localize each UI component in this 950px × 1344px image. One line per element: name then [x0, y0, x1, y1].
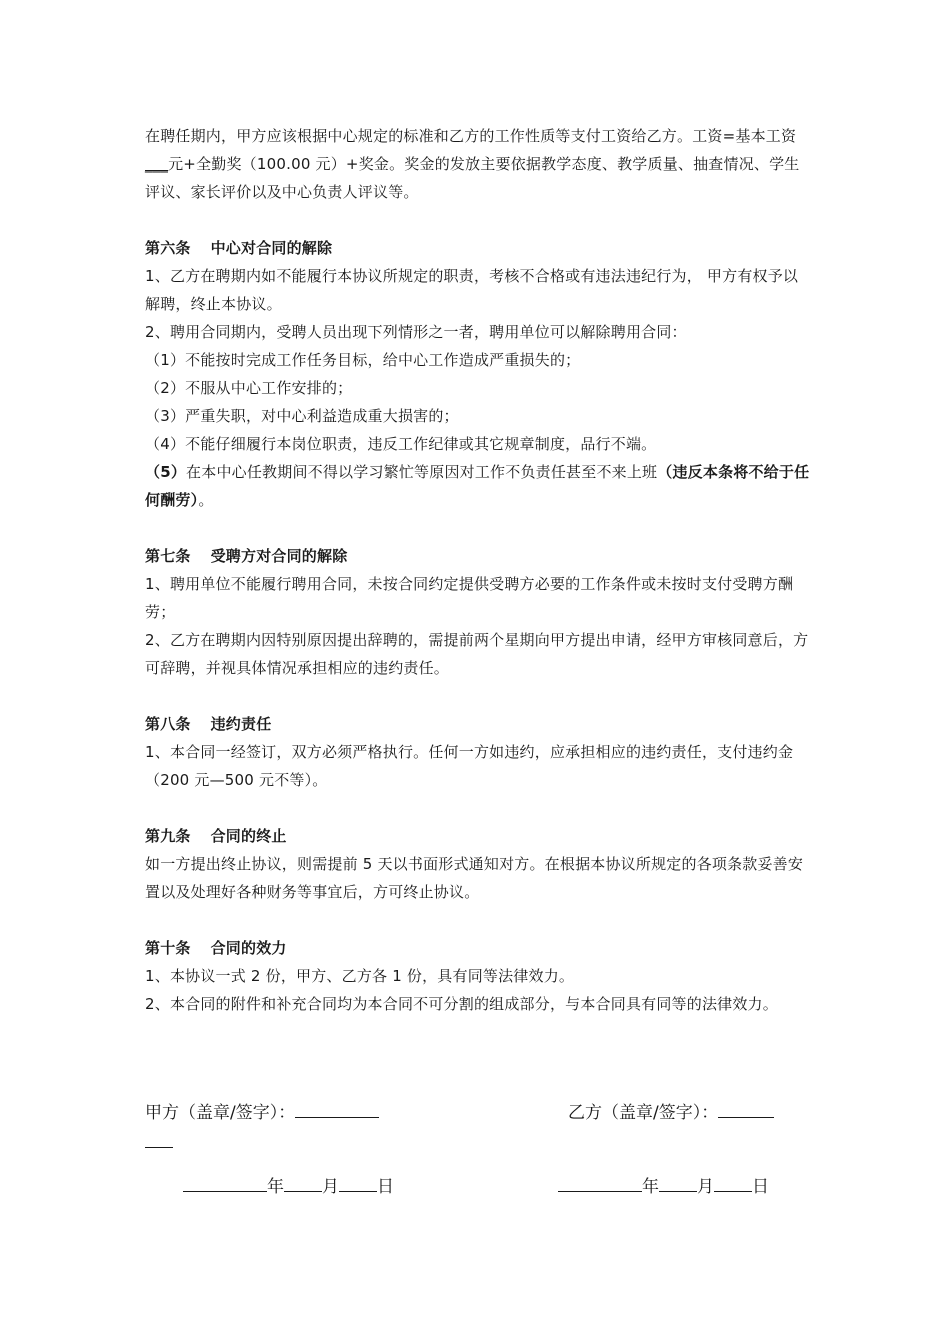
article-6-number: 第六条 — [145, 239, 191, 257]
party-a-day-blank[interactable] — [339, 1175, 377, 1192]
item-5-text: 在本中心任教期间不得以学习繁忙等原因对工作不负责任甚至不来上班 — [186, 463, 658, 481]
item-5-number: （5） — [145, 463, 187, 481]
article-7-clause-2: 2、乙方在聘期内因特别原因提出辞聘的，需提前两个星期向甲方提出申请，经甲方审核同意后，方可辞聘，并视具体情况承担相应的违约责任。 — [145, 631, 809, 677]
party-a-day-label: 日 — [377, 1177, 394, 1197]
article-6-item-1: （1）不能按时完成工作任务目标，给中心工作造成严重损失的； — [145, 351, 581, 369]
article-7-number: 第七条 — [145, 547, 191, 565]
party-b-month-blank[interactable] — [659, 1175, 697, 1192]
article-8-number: 第八条 — [145, 715, 191, 733]
article-8-heading — [145, 710, 810, 738]
article-6-item-3: （3）严重失职，对中心利益造成重大损害的； — [145, 407, 459, 425]
party-b-date — [558, 1172, 769, 1202]
article-6-title: 中心对合同的解除 — [210, 239, 333, 257]
article-9-clause-1: 如一方提出终止协议，则需提前 5 天以书面形式通知对方。在根据本协议所规定的各项条款妥善安置以及处理好各种财务等事宜后，方可终止协议。 — [145, 855, 804, 901]
article-7-heading — [145, 542, 810, 570]
salary-text-1: 在聘任期内，甲方应该根据中心规定的标准和乙方的工作性质等支付工资给乙方。工资=基本工资 — [145, 127, 797, 145]
party-b-signature-line[interactable] — [718, 1101, 774, 1118]
salary-text-2: 元+全勤奖（100.00 元）+奖金。奖金的发放主要依据教学态度、教学质量、抽查情况、学生评议、家长评价以及中心负责人评议等。 — [145, 155, 800, 201]
party-a-date — [183, 1172, 394, 1202]
article-6-item-2: （2）不服从中心工作安排的； — [145, 379, 353, 397]
article-10-number: 第十条 — [145, 939, 191, 957]
article-6-item-5 — [145, 458, 810, 514]
party-b-month-label: 月 — [697, 1177, 714, 1197]
article-10-title: 合同的效力 — [210, 939, 287, 957]
article-6-heading — [145, 234, 810, 262]
salary-blank: ___ — [145, 155, 169, 173]
party-b-day-label: 日 — [752, 1177, 769, 1197]
article-7-title: 受聘方对合同的解除 — [210, 547, 348, 565]
party-a-year-label: 年 — [267, 1177, 284, 1197]
article-6-clause-2: 2、聘用合同期内，受聘人员出现下列情形之一者，聘用单位可以解除聘用合同： — [145, 323, 687, 341]
article-10-heading — [145, 934, 810, 962]
item-5-end: 。 — [198, 491, 214, 509]
article-6-clause-1: 1、乙方在聘期内如不能履行本协议所规定的职责，考核不合格或有违法违纪行为， 甲方有权予以解聘，终止本协议。 — [145, 267, 799, 313]
article-10-clause-2: 2、本合同的附件和补充合同均为本合同不可分割的组成部分，与本合同具有同等的法律效力。 — [145, 995, 778, 1013]
party-a-month-blank[interactable] — [284, 1175, 322, 1192]
party-a-year-blank[interactable] — [183, 1175, 267, 1192]
article-9-title: 合同的终止 — [210, 827, 287, 845]
article-8-clause-1: 1、本合同一经签订，双方必须严格执行。任何一方如违约，应承担相应的违约责任，支付违约金（200 元—500 元不等）。 — [145, 743, 794, 789]
article-10-clause-1: 1、本协议一式 2 份，甲方、乙方各 1 份，具有同等法律效力。 — [145, 967, 575, 985]
party-b-signature — [568, 1098, 774, 1128]
salary-paragraph — [145, 122, 810, 206]
party-a-signature-line[interactable] — [295, 1101, 379, 1118]
article-9-number: 第九条 — [145, 827, 191, 845]
party-b-year-label: 年 — [642, 1177, 659, 1197]
contract-body — [145, 122, 810, 1018]
article-7-clause-1: 1、聘用单位不能履行聘用合同，未按合同约定提供受聘方必要的工作条件或未按时支付受聘方酬劳； — [145, 575, 794, 621]
party-b-signature-line-continued[interactable] — [145, 1131, 173, 1148]
party-a-label: 甲方（盖章/签字）： — [145, 1103, 296, 1123]
party-b-signature-line-wrap — [145, 1128, 173, 1158]
item-5-penalty: （违反本条将不给于任何酬劳） — [145, 463, 810, 509]
party-b-year-blank[interactable] — [558, 1175, 642, 1192]
party-a-signature — [145, 1098, 379, 1128]
article-8-title: 违约责任 — [210, 715, 272, 733]
article-6-item-4: （4）不能仔细履行本岗位职责，违反工作纪律或其它规章制度，品行不端。 — [145, 435, 657, 453]
party-a-month-label: 月 — [322, 1177, 339, 1197]
party-b-label: 乙方（盖章/签字）： — [568, 1103, 719, 1123]
party-b-day-blank[interactable] — [714, 1175, 752, 1192]
article-9-heading — [145, 822, 810, 850]
